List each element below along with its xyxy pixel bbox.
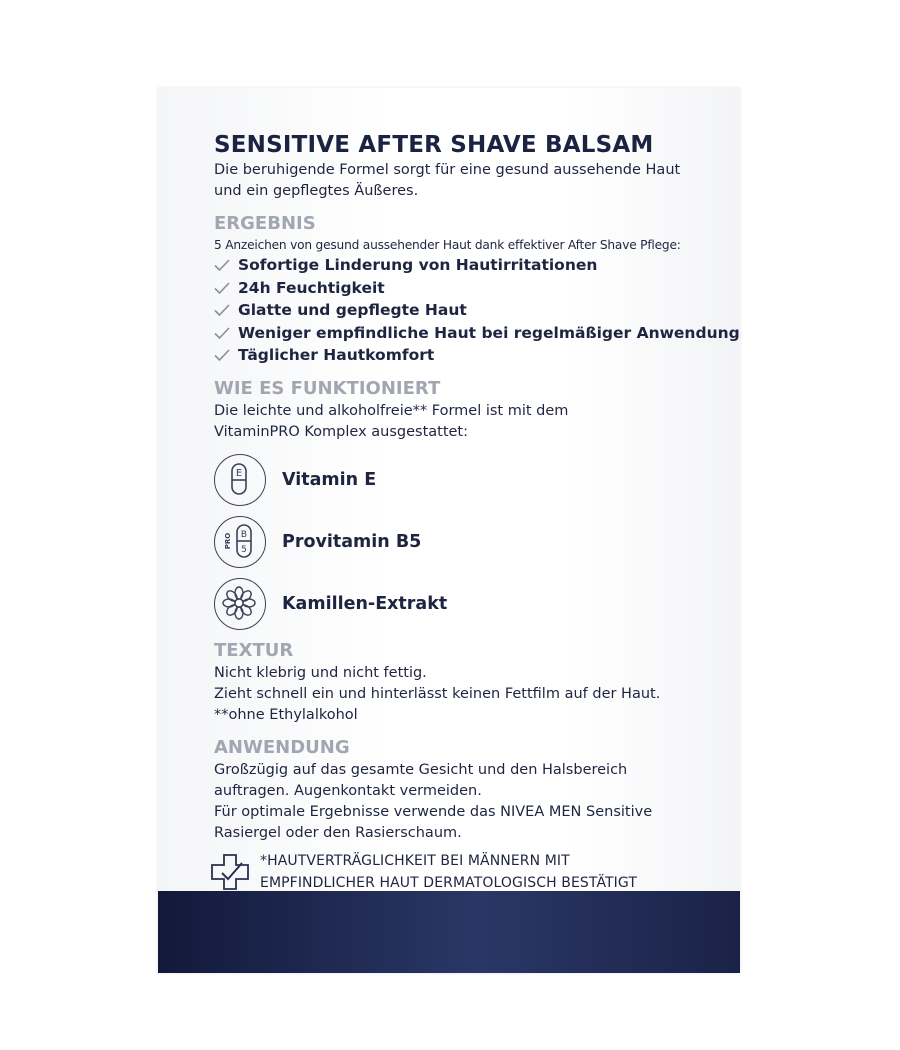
ingredient-vitamin-e [214,449,714,511]
funktion-heading: WIE ES FUNKTIONIERT [214,377,441,399]
ergebnis-subtitle: 5 Anzeichen von gesund aussehender Haut dank effektiver After Shave Pflege: [214,238,681,252]
derm-line-2: EMPFINDLICHER HAUT DERMATOLOGISCH BESTÄTIGT [260,875,638,891]
intro-line-1: Die beruhigende Formel sorgt für eine gesund aussehende Haut [214,162,681,178]
benefit-item [214,322,740,345]
textur-line-2: Zieht schnell ein und hinterlässt keinen Fettfilm auf der Haut. [214,685,661,702]
textur-line-1: Nicht klebrig und nicht fettig. [214,664,427,681]
dermatological-badge [210,850,637,894]
medical-cross-check-icon [210,853,252,891]
check-icon [214,258,230,272]
derm-line-1: *HAUTVERTRÄGLICHKEIT BEI MÄNNERN MIT [260,853,570,869]
benefit-item [214,254,714,277]
benefit-item [214,277,714,300]
funktion-line-1: Die leichte und alkoholfreie** Formel ist mit dem [214,402,569,419]
ingredient-label: Provitamin B5 [282,531,422,552]
box-content [214,130,740,844]
anwendung-line-4: Rasiergel oder den Rasierschaum. [214,824,462,841]
check-icon [214,326,230,340]
pro-b5-capsule-icon [214,516,266,568]
check-icon [214,281,230,295]
check-icon [214,348,230,362]
dermatological-text [260,850,637,894]
anwendung-line-3: Für optimale Ergebnisse verwende das NIVEA MEN Sensitive [214,803,653,820]
funktion-line-2: VitaminPRO Komplex ausgestattet: [214,423,468,440]
vitamin-e-capsule-icon [214,454,266,506]
benefit-label: Sofortige Linderung von Hautirritationen [238,256,598,274]
ingredient-label: Vitamin E [282,469,377,490]
pro-label: PRO [224,532,233,550]
benefits-list [214,254,740,367]
ergebnis-heading: ERGEBNIS [214,213,316,234]
anwendung-line-2: auftragen. Augenkontakt vermeiden. [214,782,482,799]
textur-heading: TEXTUR [214,639,294,661]
ingredient-label: Kamillen-Extrakt [282,593,448,614]
ingredient-provitamin-b5 [214,511,714,573]
ingredient-kamille [214,573,714,635]
benefit-item [214,299,714,322]
product-title: SENSITIVE AFTER SHAVE BALSAM [214,132,654,158]
benefit-label: Weniger empfindliche Haut bei regelmäßiger Anwendung [238,323,740,342]
benefit-item [214,344,714,367]
capsule-e-label: E [236,467,243,479]
benefit-label: 24h Feuchtigkeit [238,278,385,297]
benefit-label: Glatte und gepflegte Haut [238,301,467,319]
textur-line-3: **ohne Ethylalkohol [214,706,358,723]
benefit-label: Täglicher Hautkomfort [238,346,435,364]
chamomile-flower-icon [214,578,266,630]
capsule-b-label: B [241,529,248,540]
product-box-back [158,88,740,973]
anwendung-line-1: Großzügig auf das gesamte Gesicht und den Halsbereich [214,761,628,778]
check-icon [214,303,230,317]
intro-line-2: und ein gepflegtes Äußeres. [214,183,419,199]
anwendung-heading: ANWENDUNG [214,736,350,758]
navy-bottom-band [158,891,740,973]
capsule-5-label: 5 [241,544,248,555]
